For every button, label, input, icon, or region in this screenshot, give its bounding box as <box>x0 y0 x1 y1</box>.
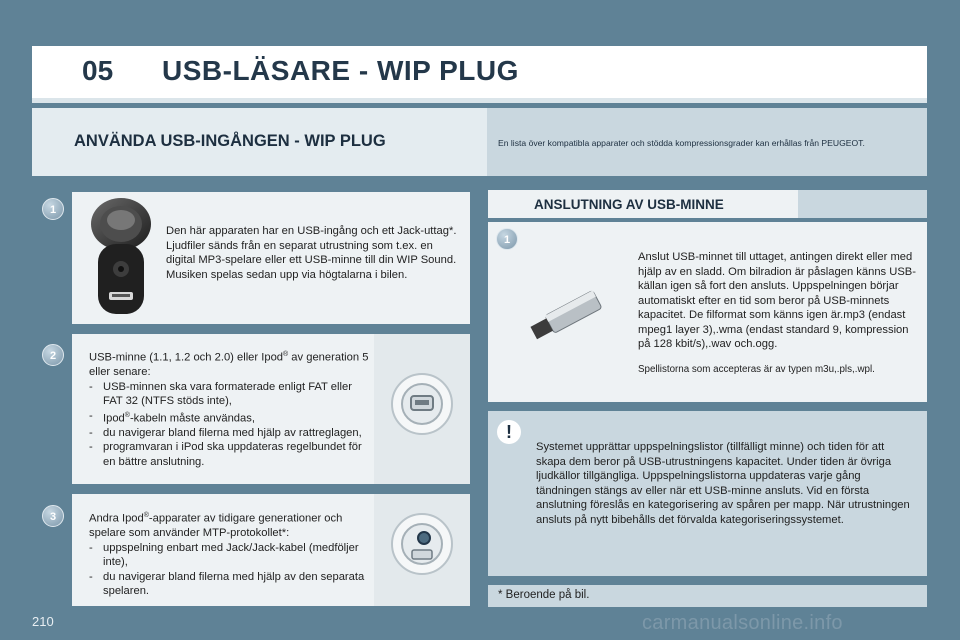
usb-connection-text: Anslut USB-minnet till uttaget, antingen direkt eller med hjälp av en sladd. Om bilradion är påslagen känns USB-källan igen så fort den ansluts. Uppspelningen börjar automatiskt efter en tid som beror på USB-minnets kapacitet. De filformat som känns igen är.mp3 (endast mpeg1 layer 3),.wma (endast standard 9, kompression på 128 kbit/s),.wav och.ogg. <box>638 251 916 350</box>
usb-ipod-intro <box>89 348 369 380</box>
intro-text-b: av generation 5 eller senare: <box>89 351 369 379</box>
registered-mark: ® <box>124 411 130 419</box>
section-title: ANVÄNDA USB-INGÅNGEN - WIP PLUG <box>74 132 386 150</box>
list-item: - programvaran i iPod ska uppdateras regelbundet för en bättre anslutning. <box>89 440 369 469</box>
intro-text-b: -apparater av tidigare generationer och spelare som använder MTP-protokollet*: <box>89 512 343 540</box>
older-ipod-content <box>89 509 369 599</box>
compatibility-note: En lista över kompatibla apparater och stödda kompressionsgrader kan erhållas från PEUGEOT. <box>498 138 865 148</box>
usb-connection-tab <box>488 190 798 218</box>
warning-panel <box>488 411 927 576</box>
usb-connection-header <box>488 190 927 218</box>
step-badge-right-1: 1 <box>496 228 518 250</box>
registered-mark: ® <box>283 351 289 358</box>
section-title-tab <box>32 108 487 176</box>
usb-ipod-panel <box>72 334 470 484</box>
usb-socket-illustration <box>78 194 164 322</box>
usb-ipod-content <box>89 348 369 469</box>
older-ipod-panel <box>72 494 470 606</box>
usb-connection-panel <box>488 222 927 402</box>
chapter-title: USB-LÄSARE - WIP PLUG <box>162 55 519 86</box>
list-item: - uppspelning enbart med Jack/Jack-kabel (medföljer inte), <box>89 541 369 570</box>
registered-mark: ® <box>143 512 149 519</box>
footnote-text: * Beroende på bil. <box>498 589 590 601</box>
intro-text-a: Andra Ipod <box>89 512 144 525</box>
usb-ipod-list <box>89 380 369 470</box>
older-ipod-intro <box>89 509 369 541</box>
jack-port-image-panel <box>374 494 470 606</box>
title-divider <box>32 98 927 103</box>
page-number: 210 <box>32 614 54 629</box>
intro-text-a: USB-minne (1.1, 1.2 och 2.0) eller Ipod <box>89 351 284 364</box>
chapter-number: 05 <box>82 55 114 86</box>
footnote-panel <box>488 585 927 607</box>
step-badge-3: 3 <box>42 505 64 527</box>
list-item: - du navigerar bland filerna med hjälp av den separata spelaren. <box>89 570 369 599</box>
usb-intro-text: Den här apparaten har en USB-ingång och ett Jack-uttag*. Ljudfiler sänds från en separat utrustning som t.ex. en digital MP3-spelare eller ett USB-minne till din WIP Sound. Musiken spelas sedan upp via högtalarna i bilen. <box>166 225 457 281</box>
usb-stick-illustration <box>518 282 614 352</box>
step-badge-1: 1 <box>42 198 64 220</box>
older-ipod-list <box>89 541 369 599</box>
list-item: - du navigerar bland filerna med hjälp av rattreglagen, <box>89 426 369 441</box>
warning-text: Systemet upprättar uppspelningslistor (tillfälligt minne) och tiden för att skapa dem beror på USB-utrustningens kapacitet. Under tiden är övriga ljudkällor tillgängliga. Uppspelningslistorna uppdateras varje gång tändningen stängs av eller när ett USB-minne ansluts. Vid en första anslutning föreslås en kategorisering av spåren per mapp. När utrustningen ansluts på nytt bibehålls det förvalda kategoriseringssystemet. <box>536 441 910 526</box>
list-item <box>89 409 369 426</box>
item-text-a: Ipod <box>103 412 125 425</box>
jack-port-icon <box>374 494 470 606</box>
usb-connection-title: ANSLUTNING AV USB-MINNE <box>534 197 724 212</box>
usb-port-image-panel <box>374 334 470 484</box>
usb-intro-panel <box>72 192 470 324</box>
watermark: carmanualsonline.info <box>642 612 843 634</box>
chapter-title-bar <box>32 46 927 98</box>
item-text-b: -kabeln måste användas, <box>129 412 255 425</box>
warning-icon: ! <box>497 420 521 444</box>
list-item: - USB-minnen ska vara formaterade enligt FAT eller FAT 32 (NTFS stöds inte), <box>89 380 369 409</box>
usb-port-icon <box>374 334 470 484</box>
step-badge-2: 2 <box>42 344 64 366</box>
playlist-note: Spellistorna som accepteras är av typen m3u,.pls,.wpl. <box>638 364 875 375</box>
section-header-band <box>32 108 927 176</box>
